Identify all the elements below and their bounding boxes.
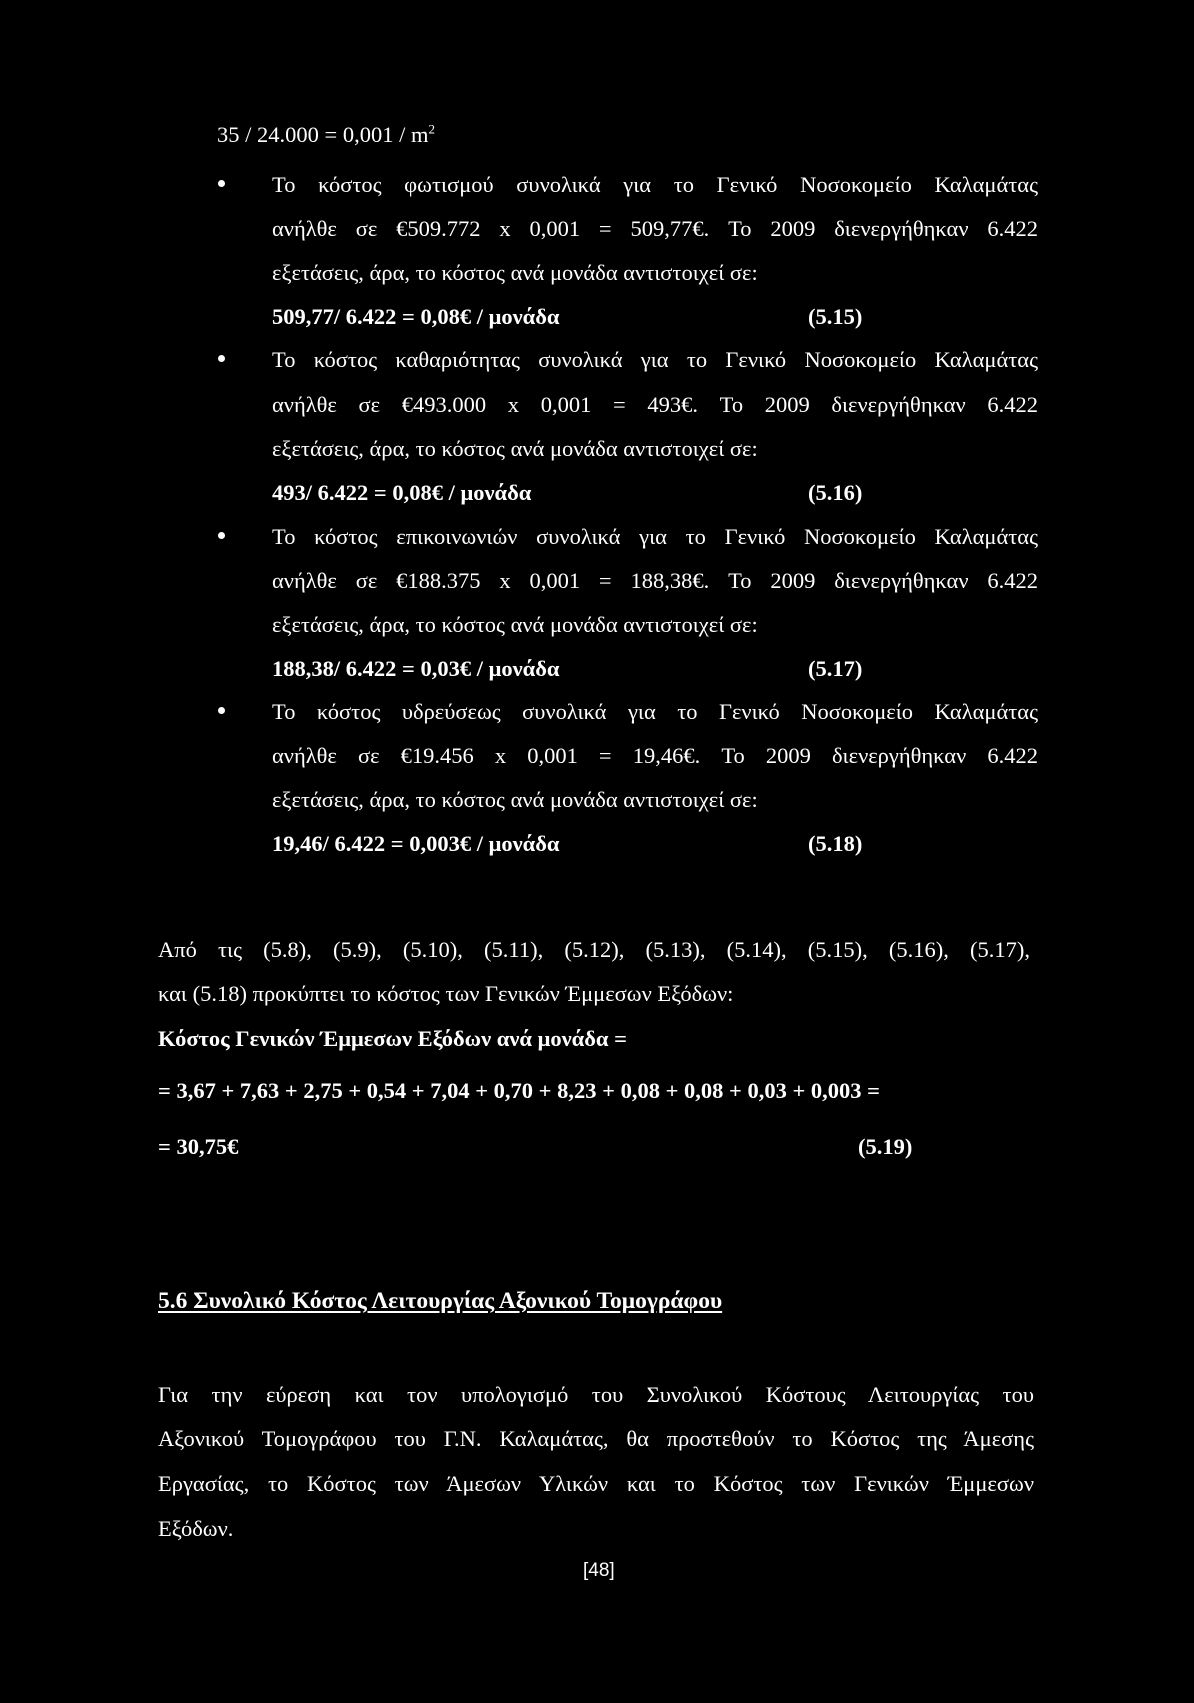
summary-sum: = 3,67 + 7,63 + 2,75 + 0,54 + 7,04 + 0,70 + 8,23 + 0,08 + 0,08 + 0,03 + 0,003 = [158, 1078, 880, 1103]
bullet-3-line-1: Το κόστος επικοινωνιών συνολικά για το Γενικό Νοσοκομείο Καλαμάτας [272, 524, 1038, 549]
bullet-1-line-2: ανήλθε σε €509.772 x 0,001 = 509,77€. Το 2009 διενεργήθηκαν 6.422 [272, 216, 1038, 241]
paragraph-line-2: Αξονικού Τομογράφου του Γ.Ν. Καλαμάτας, θα προστεθούν το Κόστος της Άμεσης [158, 1426, 1034, 1451]
bullet-2-line-2: ανήλθε σε €493.000 x 0,001 = 493€. Το 2009 διενεργήθηκαν 6.422 [272, 392, 1038, 417]
bullet-3-line-2: ανήλθε σε €188.375 x 0,001 = 188,38€. Το 2009 διενεργήθηκαν 6.422 [272, 568, 1038, 593]
summary-bold-title: Κόστος Γενικών Έμμεσων Εξόδων ανά μονάδα = [158, 1026, 627, 1051]
equation-number: (5.19) [858, 1134, 913, 1159]
section-heading: 5.6 Συνολικό Κόστος Λειτουργίας Αξονικού Τομογράφου [158, 1288, 723, 1314]
bullet-4-line-3: εξετάσεις, άρα, το κόστος ανά μονάδα αντιστοιχεί σε: [272, 787, 758, 812]
bullet-4-line-2: ανήλθε σε €19.456 x 0,001 = 19,46€. Το 2009 διενεργήθηκαν 6.422 [272, 743, 1038, 768]
equation-number: (5.16) [808, 480, 863, 505]
top-formula-text: 35 / 24.000 = 0,001 / m [217, 122, 429, 147]
equation-number: (5.15) [808, 304, 863, 329]
bullet-3-formula: 188,38/ 6.422 = 0,03€ / μονάδα [272, 656, 560, 681]
equation-number: (5.17) [808, 656, 863, 681]
equation-number: (5.18) [808, 831, 863, 856]
bullet-2-line-1: Το κόστος καθαριότητας συνολικά για το Γενικό Νοσοκομείο Καλαμάτας [272, 347, 1038, 372]
top-formula-sup: 2 [428, 121, 435, 137]
bullet-1-line-3: εξετάσεις, άρα, το κόστος ανά μονάδα αντιστοιχεί σε: [272, 260, 758, 285]
bullet-3-line-3: εξετάσεις, άρα, το κόστος ανά μονάδα αντιστοιχεί σε: [272, 612, 758, 637]
paragraph-line-4: Εξόδων. [158, 1516, 234, 1541]
bullet-4-formula: 19,46/ 6.422 = 0,003€ / μονάδα [272, 831, 560, 856]
paragraph-line-3: Εργασίας, το Κόστος των Άμεσων Υλικών και το Κόστος των Γενικών Έμμεσων [158, 1471, 1034, 1496]
summary-line-2: και (5.18) προκύπτει το κόστος των Γενικών Έμμεσων Εξόδων: [158, 981, 734, 1006]
bullet-icon [218, 707, 225, 714]
bullet-2-line-3: εξετάσεις, άρα, το κόστος ανά μονάδα αντιστοιχεί σε: [272, 436, 758, 461]
bullet-4-line-1: Το κόστος υδρεύσεως συνολικά για το Γενικό Νοσοκομείο Καλαμάτας [272, 699, 1038, 724]
bullet-icon [218, 355, 225, 362]
page-number: [48] [583, 1560, 615, 1581]
summary-result: = 30,75€ [158, 1134, 239, 1159]
bullet-icon [218, 532, 225, 539]
bullet-2-formula: 493/ 6.422 = 0,08€ / μονάδα [272, 480, 532, 505]
bullet-1-formula: 509,77/ 6.422 = 0,08€ / μονάδα [272, 304, 560, 329]
bullet-1-line-1: Το κόστος φωτισμού συνολικά για το Γενικό Νοσοκομείο Καλαμάτας [272, 172, 1038, 197]
summary-line-1: Από τις (5.8), (5.9), (5.10), (5.11), (5.12), (5.13), (5.14), (5.15), (5.16), (5.17), [158, 937, 1030, 962]
bullet-icon [218, 180, 225, 187]
paragraph-line-1: Για την εύρεση και τον υπολογισμό του Συνολικού Κόστους Λειτουργίας του [158, 1382, 1034, 1407]
top-formula [217, 121, 435, 147]
